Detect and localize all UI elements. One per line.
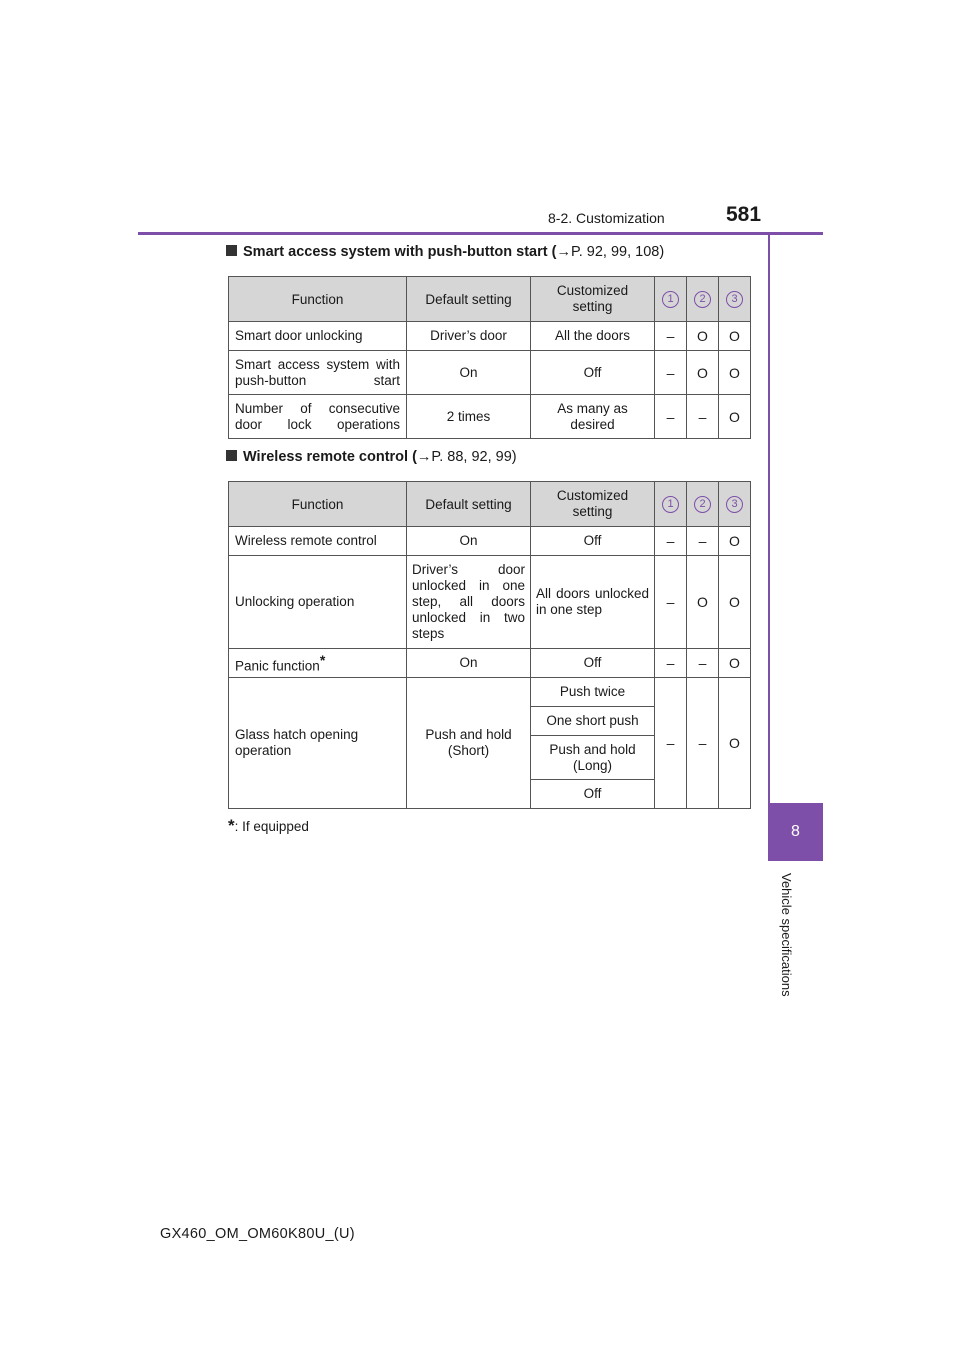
square-bullet-icon <box>226 245 237 256</box>
mark-col3: O <box>719 678 751 809</box>
footnote-text: : If equipped <box>234 819 309 834</box>
mark-col1: – <box>655 556 687 649</box>
side-line <box>768 235 770 803</box>
function-cell: Smart access system with push-button start <box>229 351 407 395</box>
smart-access-table <box>228 276 751 439</box>
custom-option-cell: Push twice <box>531 678 655 707</box>
footnote-star: * <box>319 651 326 668</box>
custom-cell: All doors unlocked in one step <box>531 556 655 649</box>
header-rule <box>138 232 823 235</box>
custom-cell: Off <box>531 649 655 678</box>
mark-col2: – <box>687 527 719 556</box>
mark-col1: – <box>655 351 687 395</box>
table-row <box>229 678 751 707</box>
mark-col3: O <box>719 527 751 556</box>
header-col2: 2 <box>687 277 719 322</box>
function-cell: Unlocking operation <box>229 556 407 649</box>
default-cell: On <box>407 351 531 395</box>
mark-col1: – <box>655 322 687 351</box>
function-cell: Glass hatch opening operation <box>229 678 407 809</box>
custom-cell: All the doors <box>531 322 655 351</box>
custom-cell: Off <box>531 351 655 395</box>
header-col1: 1 <box>655 277 687 322</box>
mark-col1: – <box>655 527 687 556</box>
section-heading-wireless <box>226 449 517 465</box>
header-default: Default setting <box>407 482 531 527</box>
mark-col3: O <box>719 395 751 439</box>
chapter-tab-number: 8 <box>791 823 800 840</box>
table-row <box>229 556 751 649</box>
heading-text: Smart access system with push-button start ( <box>243 244 557 260</box>
document-code: GX460_OM_OM60K80U_(U) <box>160 1226 355 1242</box>
mark-col1: – <box>655 678 687 809</box>
page-number: 581 <box>726 203 762 226</box>
mark-col3: O <box>719 556 751 649</box>
chapter-tab-label: Vehicle specifications <box>779 873 794 997</box>
custom-option-cell: Push and hold (Long) <box>531 736 655 780</box>
header-section-title: 8-2. Customization <box>548 210 665 226</box>
default-cell: Driver’s door unlocked in one step, all doors unlocked in two steps <box>407 556 531 649</box>
mark-col2: O <box>687 351 719 395</box>
header-col2: 2 <box>687 482 719 527</box>
default-cell: 2 times <box>407 395 531 439</box>
page-reference-link[interactable]: →P. 88, 92, 99) <box>416 449 517 465</box>
table-header-row <box>229 482 751 527</box>
header-col1: 1 <box>655 482 687 527</box>
table-row <box>229 395 751 439</box>
heading-text: Wireless remote control ( <box>243 449 417 465</box>
table-row <box>229 351 751 395</box>
function-cell: Number of consecutive door lock operations <box>229 395 407 439</box>
wireless-remote-table <box>228 481 751 809</box>
mark-col1: – <box>655 395 687 439</box>
function-cell: Wireless remote control <box>229 527 407 556</box>
custom-cell: Off <box>531 527 655 556</box>
mark-col2: – <box>687 649 719 678</box>
header-default: Default setting <box>407 277 531 322</box>
default-cell: Driver’s door <box>407 322 531 351</box>
header-customized: Customized setting <box>531 277 655 322</box>
default-cell: On <box>407 649 531 678</box>
mark-col2: O <box>687 322 719 351</box>
custom-cell: As many as desired <box>531 395 655 439</box>
default-cell: On <box>407 527 531 556</box>
function-cell: Smart door unlocking <box>229 322 407 351</box>
header-customized: Customized setting <box>531 482 655 527</box>
mark-col3: O <box>719 649 751 678</box>
header-col3: 3 <box>719 277 751 322</box>
section-heading-smart-access <box>226 244 664 260</box>
mark-col1: – <box>655 649 687 678</box>
chapter-tab[interactable] <box>768 803 823 861</box>
header-function: Function <box>229 277 407 322</box>
function-cell: Panic function* <box>229 649 407 678</box>
default-cell: Push and hold (Short) <box>407 678 531 809</box>
footnote <box>228 816 309 836</box>
footnote-star: * <box>228 816 235 835</box>
header-col3: 3 <box>719 482 751 527</box>
mark-col3: O <box>719 351 751 395</box>
mark-col2: – <box>687 395 719 439</box>
custom-option-cell: Off <box>531 780 655 809</box>
custom-option-cell: One short push <box>531 707 655 736</box>
table-header-row <box>229 277 751 322</box>
page-reference-link[interactable]: →P. 92, 99, 108) <box>556 244 665 260</box>
table-row <box>229 649 751 678</box>
table-row <box>229 322 751 351</box>
mark-col2: O <box>687 556 719 649</box>
mark-col2: – <box>687 678 719 809</box>
mark-col3: O <box>719 322 751 351</box>
table-row <box>229 527 751 556</box>
square-bullet-icon <box>226 450 237 461</box>
header-function: Function <box>229 482 407 527</box>
